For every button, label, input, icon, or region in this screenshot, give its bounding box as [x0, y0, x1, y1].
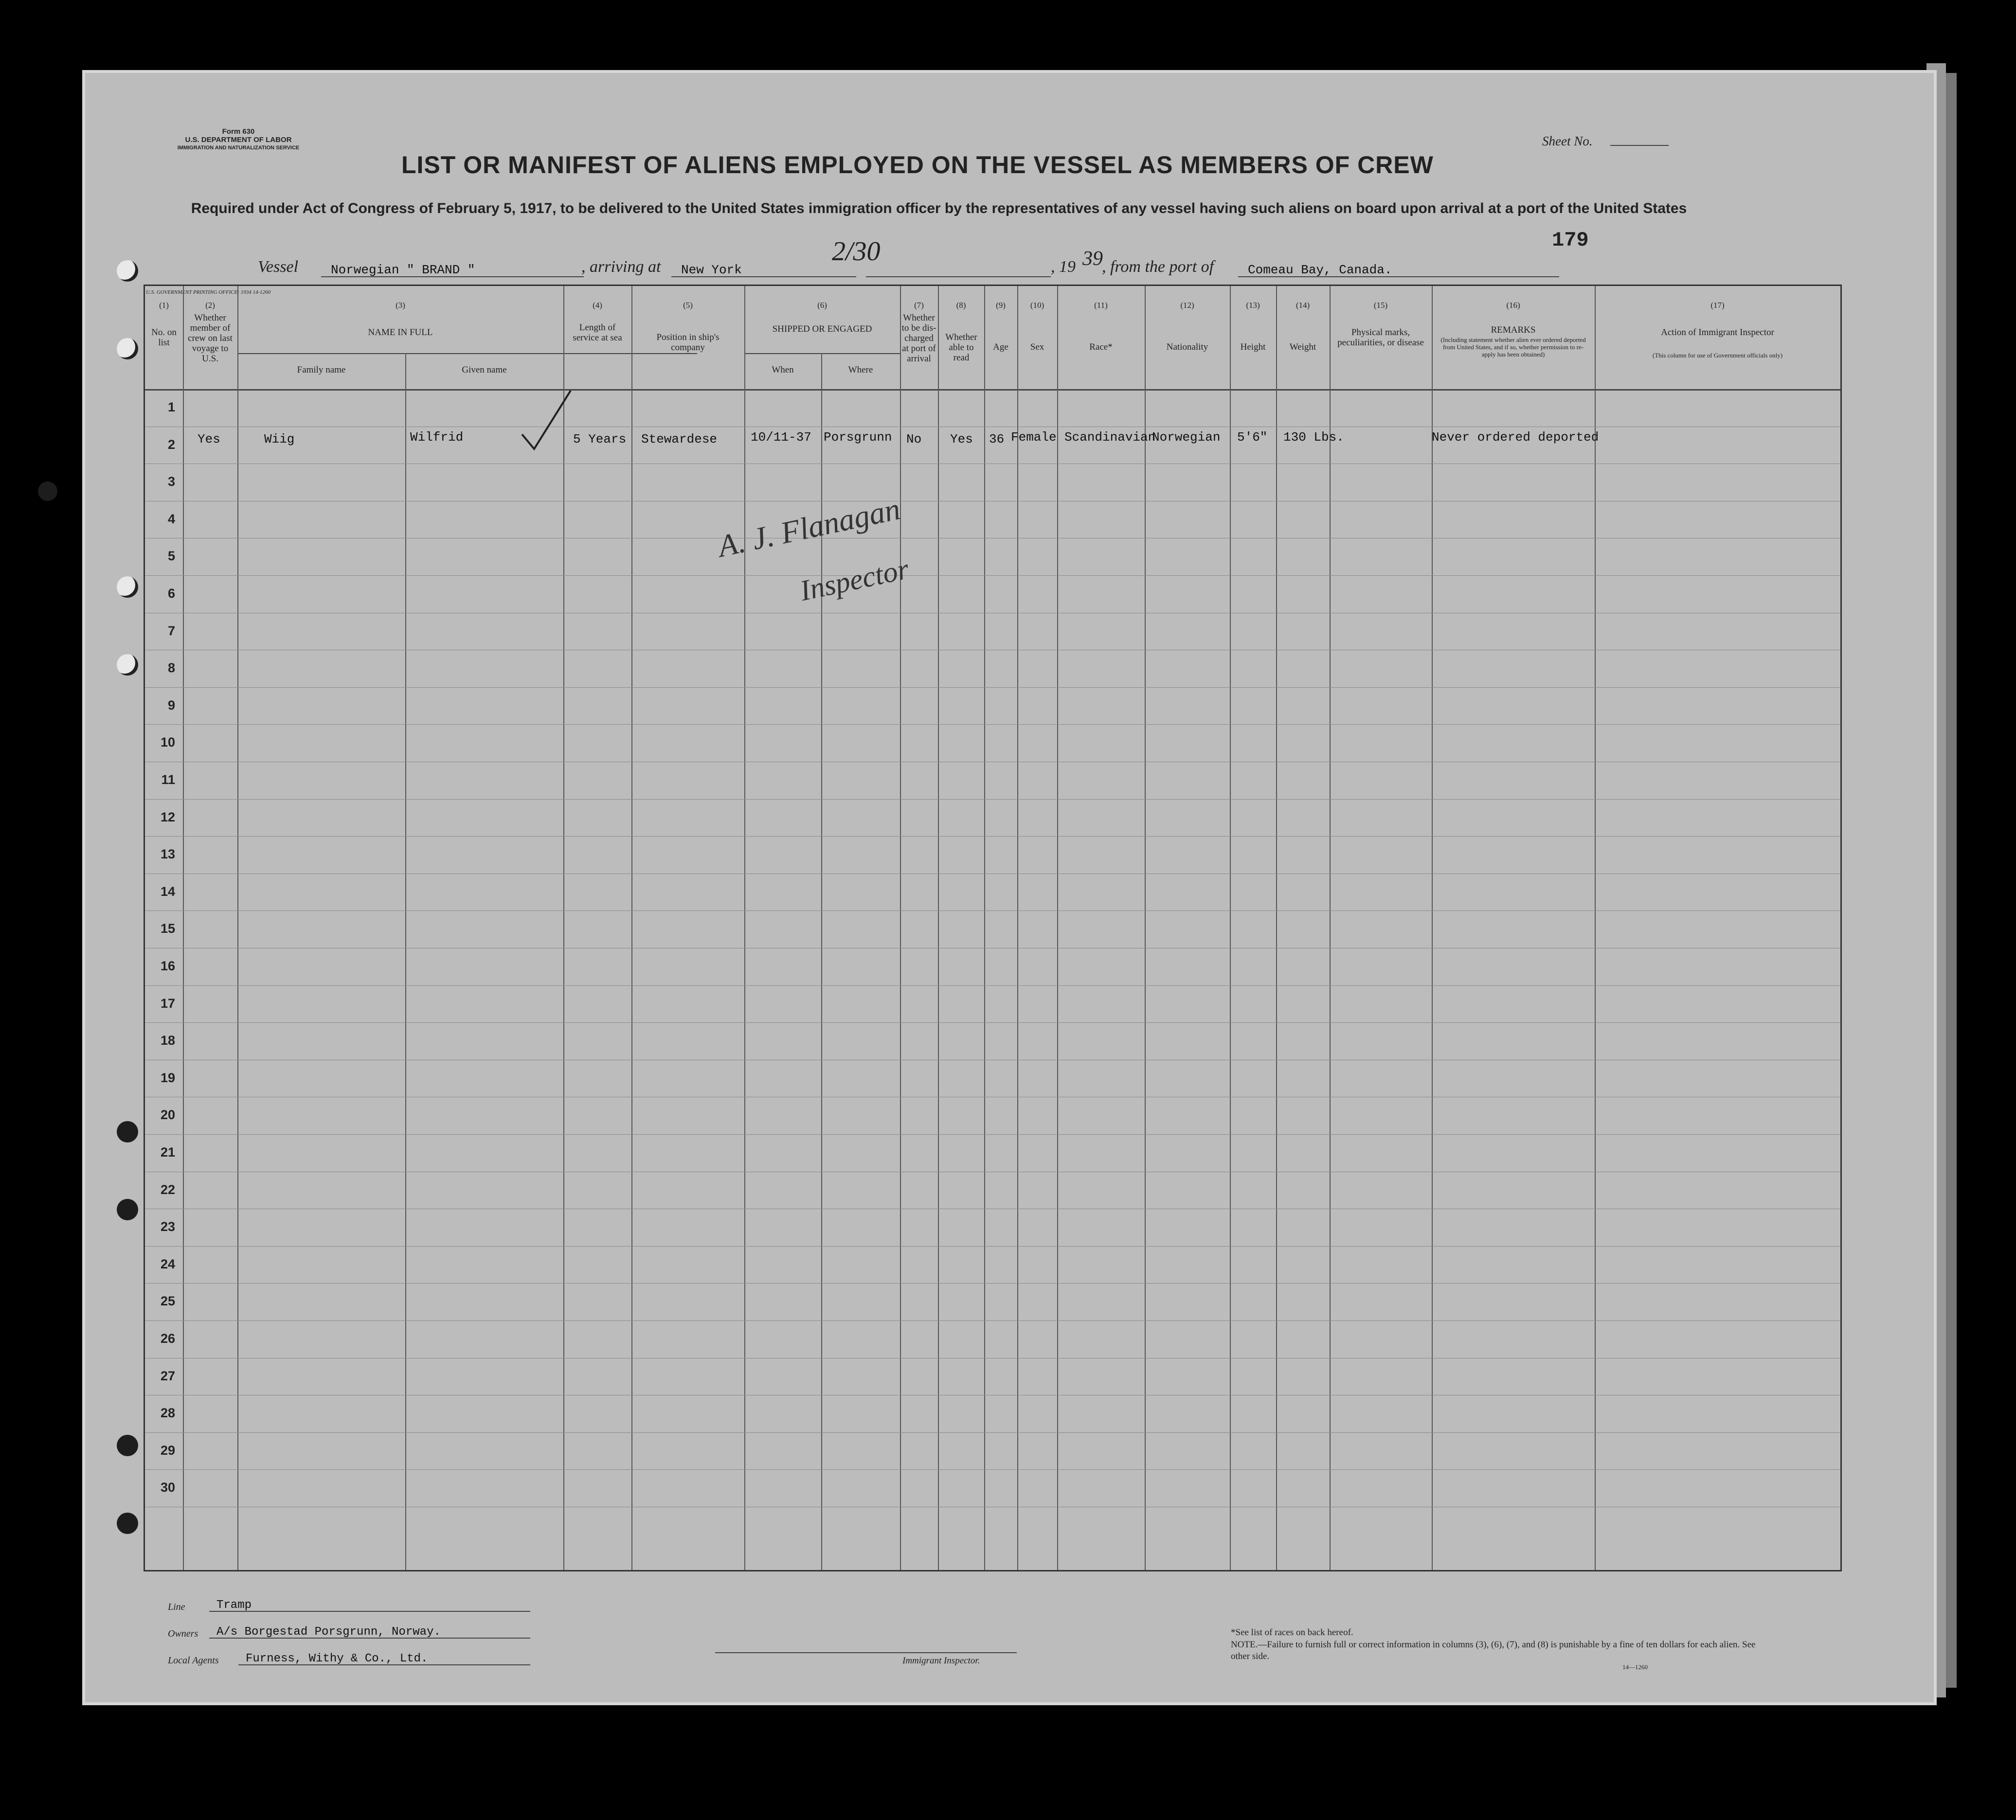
col-heading-shipped-when: When — [772, 365, 794, 375]
row-line — [145, 985, 1840, 986]
col-heading-weight: Weight — [1289, 342, 1316, 352]
col-heading-no-on-list: No. on list — [151, 327, 177, 348]
cell-given-name: Wilfrid — [410, 430, 464, 445]
col-divider — [938, 286, 939, 1570]
column-number: (13) — [1246, 301, 1260, 310]
column-number: (5) — [683, 301, 693, 310]
row-line — [145, 910, 1840, 911]
owners-underline — [209, 1638, 530, 1639]
row-number: 15 — [160, 921, 175, 936]
col-heading-shipped-where: Where — [848, 365, 873, 375]
col-heading-family-name: Family name — [297, 365, 346, 375]
row-line — [145, 1432, 1840, 1433]
row-number: 29 — [160, 1443, 175, 1458]
line-underline — [209, 1611, 530, 1612]
col-divider — [1145, 286, 1146, 1570]
cell-nationality: Norwegian — [1152, 430, 1221, 445]
column-number: (1) — [159, 301, 169, 310]
row-number: 22 — [160, 1182, 175, 1197]
column-number: (3) — [396, 301, 405, 310]
penalty-note: NOTE.—Failure to furnish full or correct information in columns (3), (6), (7), and (8) is punishable by a fine of ten dollars for each alien. See other side. — [1231, 1640, 1756, 1661]
column-number: (2) — [205, 301, 215, 310]
port-underline — [1238, 276, 1559, 277]
row-number: 8 — [167, 660, 175, 676]
binder-hole — [38, 482, 57, 501]
cell-weight: 130 Lbs. — [1283, 430, 1344, 445]
column-number: (4) — [593, 301, 602, 310]
col-divider — [900, 286, 901, 1570]
sheet-number-label: Sheet No. — [1542, 134, 1593, 148]
col-heading-name: NAME IN FULL — [368, 327, 433, 338]
binder-hole — [117, 1199, 138, 1220]
row-line — [145, 1283, 1840, 1284]
vessel-label: Vessel — [258, 258, 299, 276]
cell-position: Stewardese — [641, 432, 718, 446]
cell-height: 5'6" — [1237, 430, 1268, 445]
binder-hole — [117, 1435, 138, 1456]
agents-value: Furness, Withy & Co., Ltd. — [246, 1652, 428, 1665]
column-number: (15) — [1373, 301, 1388, 310]
col-heading-nationality: Nationality — [1166, 342, 1208, 352]
column-number: (12) — [1180, 301, 1194, 310]
row-number: 25 — [160, 1294, 175, 1309]
agents-label: Local Agents — [168, 1655, 219, 1666]
row-number: 3 — [167, 474, 175, 489]
cell-length-of-service: 5 Years — [573, 432, 627, 446]
col-heading-height: Height — [1240, 342, 1266, 352]
col-heading-length-of-service: Length of service at sea — [573, 322, 622, 343]
row-number: 7 — [167, 623, 175, 638]
row-number: 23 — [160, 1219, 175, 1234]
form-identifier — [170, 127, 306, 152]
col-divider — [1230, 286, 1231, 1570]
col-heading-sex: Sex — [1030, 342, 1044, 352]
column-number: (14) — [1296, 301, 1310, 310]
row-number: 16 — [160, 959, 175, 973]
row-line — [145, 799, 1840, 800]
cell-shipped-where: Porsgrunn — [824, 430, 892, 445]
row-line — [145, 687, 1840, 688]
service-name: IMMIGRATION AND NATURALIZATION SERVICE — [177, 145, 300, 151]
row-number: 21 — [160, 1145, 175, 1160]
row-number: 24 — [160, 1256, 175, 1271]
col-divider — [744, 286, 745, 1570]
row-number: 26 — [160, 1331, 175, 1346]
col-divider — [563, 286, 564, 1570]
row-line — [145, 1246, 1840, 1247]
col-divider — [405, 353, 406, 1570]
row-number: 2 — [167, 437, 175, 452]
col-divider — [1017, 286, 1018, 1570]
col-divider — [237, 286, 238, 1570]
row-line — [145, 1022, 1840, 1023]
row-number: 30 — [160, 1480, 175, 1495]
underlying-page-edge-2 — [1946, 73, 1957, 1688]
col-heading-age: Age — [993, 342, 1008, 352]
year-prefix: , 19 — [1051, 258, 1076, 276]
row-number: 6 — [167, 586, 175, 601]
cell-age: 36 — [989, 432, 1005, 446]
arrival-port: New York — [681, 263, 742, 277]
line-label: Line — [168, 1602, 185, 1612]
agents-underline — [238, 1664, 530, 1665]
col-divider — [183, 286, 184, 1570]
cell-discharged: No — [906, 432, 922, 446]
binder-hole — [117, 1513, 138, 1534]
col-divider — [984, 286, 985, 1570]
cell-remarks: Never ordered deported — [1432, 430, 1599, 445]
col-heading-given-name: Given name — [462, 365, 507, 375]
form-subtitle: Required under Act of Congress of February 5, 1917, to be delivered to the United States immigration officer by the representatives of any vessel having such aliens on board upon arrival at a port of the United States — [191, 200, 1687, 216]
row-line — [145, 1320, 1840, 1321]
from-port-label: , from the port of — [1102, 258, 1214, 276]
cell-race: Scandinavian — [1064, 430, 1156, 445]
row-number: 4 — [167, 511, 175, 526]
checkmark-icon — [520, 388, 573, 451]
col-divider — [1432, 286, 1433, 1570]
row-number: 9 — [167, 697, 175, 713]
row-number: 14 — [160, 884, 175, 899]
binder-hole — [117, 338, 138, 359]
col-divider — [1330, 286, 1331, 1570]
cell-family-name: Wiig — [264, 432, 295, 446]
cell-last-voyage: Yes — [198, 432, 220, 446]
arrival-date: 2/30 — [832, 236, 881, 267]
arriving-label: , arriving at — [581, 258, 661, 276]
col-note-inspector-action: (This column for use of Government officials only) — [1652, 352, 1783, 359]
races-note: *See list of races on back hereof. — [1231, 1627, 1353, 1638]
col-heading-race: Race* — [1089, 342, 1113, 352]
date-underline — [866, 276, 1051, 277]
row-number: 10 — [160, 735, 175, 750]
row-line — [145, 1469, 1840, 1470]
row-number: 20 — [160, 1107, 175, 1123]
col-heading-able-to-read: Whether able to read — [945, 332, 977, 363]
col-heading-physical-marks: Physical marks, peculiarities, or disease — [1337, 327, 1424, 348]
form-number: Form 630 — [222, 127, 255, 136]
binder-hole — [117, 1121, 138, 1142]
row-number: 17 — [160, 996, 175, 1011]
column-number: (11) — [1094, 301, 1108, 310]
name-subheader-line — [237, 353, 697, 354]
cell-able-to-read: Yes — [950, 432, 973, 446]
row-number: 27 — [160, 1368, 175, 1383]
column-number: (9) — [996, 301, 1006, 310]
column-number: (16) — [1506, 301, 1520, 310]
col-heading-remarks: REMARKS — [1491, 325, 1536, 335]
owners-label: Owners — [168, 1628, 198, 1639]
arrival-year: 39 — [1082, 248, 1103, 270]
form-title: LIST OR MANIFEST OF ALIENS EMPLOYED ON THE VESSEL AS MEMBERS OF CREW — [401, 151, 1434, 178]
vessel-underline — [321, 276, 584, 277]
immigrant-inspector-label: Immigrant Inspector. — [902, 1656, 980, 1666]
form-code: 14—1260 — [1622, 1663, 1648, 1671]
header-divider — [145, 389, 1840, 391]
department-name: U.S. DEPARTMENT OF LABOR — [185, 136, 292, 144]
col-heading-position: Position in ship's company — [656, 332, 720, 353]
row-number: 28 — [160, 1406, 175, 1421]
col-divider — [1595, 286, 1596, 1570]
row-number: 5 — [167, 549, 175, 564]
row-line — [145, 724, 1840, 725]
column-number: (7) — [914, 301, 924, 310]
row-number: 19 — [160, 1070, 175, 1085]
binder-hole — [117, 654, 138, 676]
departure-port: Comeau Bay, Canada. — [1248, 263, 1392, 277]
cell-sex: Female — [1011, 430, 1057, 445]
col-heading-shipped: SHIPPED OR ENGAGED — [772, 324, 872, 334]
vessel-name: Norwegian " BRAND " — [331, 263, 475, 277]
col-divider — [631, 286, 632, 1570]
column-number: (10) — [1030, 301, 1044, 310]
row-number: 1 — [167, 400, 175, 414]
row-number: 18 — [160, 1033, 175, 1048]
owners-value: A/s Borgestad Porsgrunn, Norway. — [216, 1625, 441, 1639]
row-line — [145, 836, 1840, 837]
inspector-signature-line — [715, 1652, 1017, 1653]
inspector-signature: A. J. Flanagan — [715, 491, 903, 564]
col-heading-last-voyage: Whether member of crew on last voyage to U.S. — [188, 313, 233, 364]
cell-shipped-when: 10/11-37 — [751, 430, 811, 445]
col-divider — [1276, 286, 1277, 1570]
column-number: (17) — [1710, 301, 1725, 310]
column-number: (8) — [956, 301, 966, 310]
col-note-remarks: (Including statement whether alien ever ordered deported from United States, and if so, whether permission to re-apply has been obtained) — [1440, 336, 1586, 358]
printing-office: U.S. GOVERNMENT PRINTING OFFICE: 1934 14-1260 — [146, 289, 271, 295]
arrival-underline — [671, 276, 856, 277]
binder-hole — [117, 576, 138, 598]
page-number: 179 — [1552, 229, 1589, 252]
row-line — [145, 1134, 1840, 1135]
sheet-number-line — [1610, 145, 1669, 146]
inspector-signature-title: Inspector — [797, 553, 912, 607]
col-divider — [1057, 286, 1058, 1570]
col-heading-inspector-action: Action of Immigrant Inspector — [1661, 327, 1774, 338]
shipped-subheader-line — [744, 353, 900, 354]
row-number: 12 — [160, 809, 175, 824]
line-value: Tramp — [216, 1599, 252, 1612]
col-heading-discharged: Whether to be dis-charged at port of arrival — [901, 313, 936, 364]
row-number: 13 — [160, 847, 175, 862]
row-line — [145, 575, 1840, 576]
row-number: 11 — [161, 772, 175, 787]
crew-table — [144, 285, 1842, 1571]
binder-hole — [117, 260, 138, 282]
column-number: (6) — [817, 301, 827, 310]
